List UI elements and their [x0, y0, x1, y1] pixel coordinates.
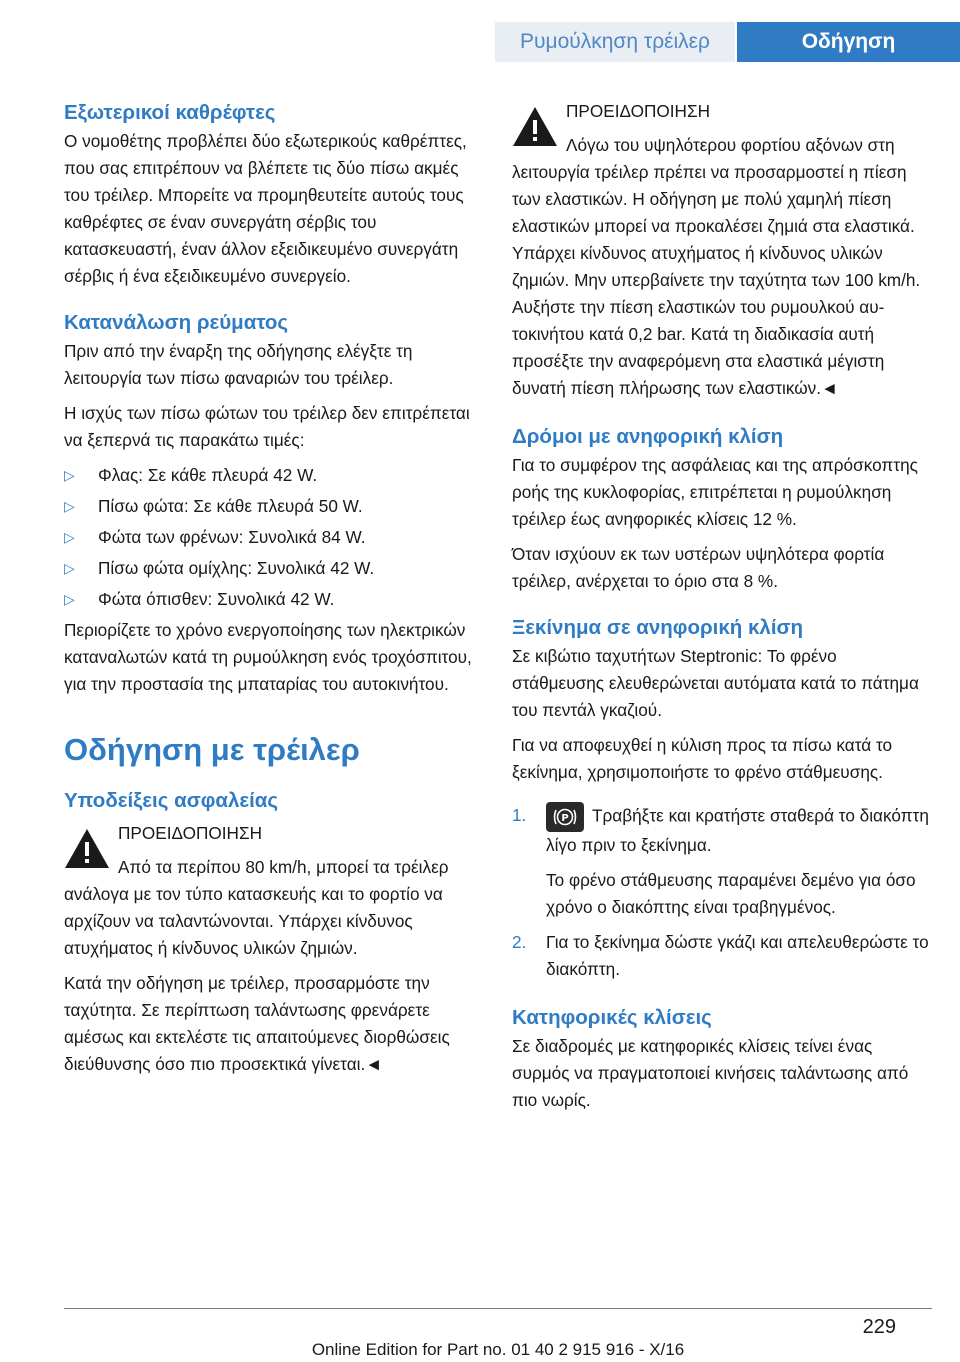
list-item: ▷ Πίσω φώτα: Σε κάθε πλευρά 50 W. [64, 493, 482, 524]
edition-footer: Online Edition for Part no. 01 40 2 915 916 - X/16 [311, 1340, 685, 1359]
bullet-triangle-icon: ▷ [64, 498, 75, 514]
paragraph-check-lights: Πριν από την έναρξη της οδήγησης ελέγξτε τη λειτουργία των πίσω φαναριών του τρέιλερ. [64, 341, 413, 388]
bullet-triangle-icon: ▷ [64, 591, 75, 607]
bullet-triangle-icon: ▷ [64, 560, 75, 576]
steps-list [512, 802, 932, 983]
right-column [512, 98, 932, 1114]
warning-text: Λόγω του υψηλότερου φορτίου αξόνων στη λειτουργία τρέιλερ πρέπει να προσαρμοστεί η πίεση των ελαστικών. Η οδήγηση με πολύ χαμηλή πίεση ελαστικών μπορεί να προκαλέσει ζημιά στα ελαστικά. Υπάρχει κίνδυνος ατυχήματος ή κίνδυνος υλικών ζημιών. Μην υπερβαίνετε την ταχύτητα των 100 km/h. Αυξήστε την πίεση ελαστικών του ρυμουλκού αυτοκινήτου κατά 0,2 bar. Κατά τη διαδικασία αυτή προσέξτε την αναφερόμενη στα ελαστικά μέγιστη δυνατή πίεση πλήρωσης των ελαστικών.◄ [512, 135, 921, 398]
heading-safety-notes: Υποδείξεις ασφαλείας [64, 789, 279, 812]
paragraph-limit-consumers: Περιορίζετε το χρόνο ενεργοποίησης των ηλεκτρικών καταναλωτών κατά τη ρυμούλκηση ενός τροχόσπιτου, για την προστασία της μπαταρίας του αυτοκινήτου. [64, 620, 472, 694]
step-number: 1. [512, 805, 527, 825]
left-column [64, 98, 482, 1078]
warning-triangle-icon [64, 828, 110, 869]
list-item: ▷ Φώτα όπισθεν: Συνολικά 42 W. [64, 586, 482, 617]
bullet-triangle-icon: ▷ [64, 529, 75, 545]
tab-section[interactable]: Ρυμούλκηση τρέιλερ [495, 22, 735, 62]
heading-uphill-roads: Δρόμοι με ανηφορική κλίση [512, 425, 784, 448]
heading-hill-start: Ξεκίνημα σε ανηφορική κλίση [512, 616, 804, 639]
paragraph-prevent-rolling: Για να αποφευχθεί η κύλιση προς τα πίσω κατά το ξεκίνημα, χρησιμοποιήστε το φρένο στάθμευσης. [512, 735, 893, 782]
paragraph-mirrors: Ο νομοθέτης προβλέπει δύο εξωτερικούς καθρέπτες, που σας επιτρέπουν να βλέπετε τις δύο πίσω ακμές του τρέιλερ. Μπορείτε να προμηθευτείτε αυτούς τους καθρέφτες σε έναν συνεργάτη σέρβις του κατασκευαστή, έναν άλλον εξειδικευμένο συνεργάτη σέρβις ή ένα εξειδικευμένο συνεργείο. [64, 131, 467, 286]
heading-downhill: Κατηφορικές κλίσεις [512, 1006, 712, 1029]
list-item: 2. Για το ξεκίνημα δώστε γκάζι και απελευθερώστε το διακόπτη. [512, 929, 932, 983]
bullet-triangle-icon: ▷ [64, 467, 75, 483]
heading-driving-with-trailer: Οδήγηση με τρέιλερ [64, 732, 360, 767]
paragraph-light-power: Η ισχύς των πίσω φώτων του τρέιλερ δεν επιτρέπεται να ξεπερνά τις παρακάτω τιμές: [64, 403, 470, 450]
warning-triangle-icon [512, 106, 558, 147]
warning-label: ΠΡΟΕΙΔΟΠΟΙΗΣΗ [118, 823, 262, 843]
list-item: ▷ Φλας: Σε κάθε πλευρά 42 W. [64, 462, 482, 493]
tab-chapter[interactable]: Οδήγηση [737, 22, 960, 62]
svg-text:P: P [561, 813, 569, 824]
paragraph-uphill-limit: Για το συμφέρον της ασφάλειας και της απρόσκοπτης ροής της κυκλοφορίας, επιτρέπεται η ρυμούλκηση τρέιλερ έως ανηφορικές κλίσεις 12 %. [512, 455, 918, 529]
parking-brake-icon [546, 802, 584, 832]
page-header [0, 0, 960, 62]
warning-text: Από τα περίπου 80 km/h, μπορεί τα τρέιλερ ανάλογα με τον τύπο κατασκευής και το φορτίο να αρχίζουν να ταλαντώνονται. Υπάρχει κίνδυνος ατυχήματος ή κίνδυνος υλικών ζημιών. [64, 857, 449, 958]
light-power-list [64, 462, 482, 617]
list-item: ▷ Πίσω φώτα ομίχλης: Συνολικά 42 W. [64, 555, 482, 586]
heading-power-consumption: Κατανάλωση ρεύματος [64, 311, 289, 334]
list-item: ▷ Φώτα των φρένων: Συνολικά 84 W. [64, 524, 482, 555]
paragraph-adjust-speed: Κατά την οδήγηση με τρέιλερ, προσαρμόστε την ταχύτητα. Σε περίπτωση ταλάντωσης φρενάρετε αμέσως και εκτελέστε τις απαιτούμενες διορθώσεις διεύθυνσης όσο πιο προσεκτικά γίνεται.◄ [64, 973, 450, 1074]
warning-label: ΠΡΟΕΙΔΟΠΟΙΗΣΗ [566, 101, 710, 121]
list-item: 1. P Τραβήξτε και κρατήστε σταθερά το διακόπτη λίγο πριν το ξεκίνημα. Το φρένο στάθμευσης παραμένει δεμένο για όσο χρόνο ο διακόπτης είναι τραβηγμένος. [512, 802, 932, 921]
paragraph-downhill: Σε διαδρομές με κατηφορικές κλίσεις τείνει ένας συρμός να πραγματοποιεί κινήσεις ταλάντωσης από πιο νωρίς. [512, 1036, 909, 1110]
footer-divider [64, 1308, 932, 1309]
paragraph-steptronic: Σε κιβώτιο ταχυτήτων Steptronic: Το φρένο στάθμευσης ελευθερώνεται αυτόματα κατά το πάτημα του πεντάλ γκαζιού. [512, 646, 919, 720]
page-number: 229 [862, 1316, 896, 1338]
heading-exterior-mirrors: Εξωτερικοί καθρέφτες [64, 101, 276, 124]
paragraph-higher-loads: Όταν ισχύουν εκ των υστέρων υψηλότερα φορτία τρέιλερ, ανέρχεται το όριο στα 8 %. [512, 544, 885, 591]
step-number: 2. [512, 932, 527, 952]
